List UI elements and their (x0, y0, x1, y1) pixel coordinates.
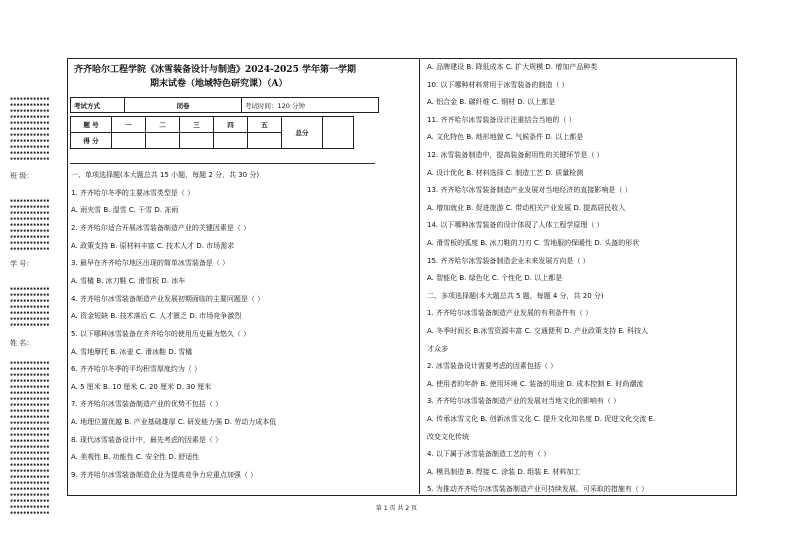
score-table (70, 116, 354, 149)
right-text-line: 10. 以下哪种材料常用于冰雪装备的制造（ ） (427, 80, 569, 89)
right-text-line: 4. 以下属于冰雪装备制造工艺的有（ ） (427, 450, 551, 459)
right-text-line: A. 传承冰雪文化 B. 创新冰雪文化 C. 提升文化知名度 D. 促进文化交流 E. (427, 415, 656, 423)
right-text-line: 二、多项选择题(本大题总共 5 题，每题 4 分，共 20 分) (427, 291, 604, 300)
score-cell[interactable] (248, 133, 282, 149)
name-label: 姓 名： (10, 339, 34, 347)
dotted-line: ▪▪▪▪▪▪▪▪▪▪▪▪ ▪▪▪▪▪▪▪▪▪▪▪▪ ▪▪▪▪▪▪▪▪▪▪▪▪ ▪▪▪▪▪▪▪▪▪▪▪▪ ▪▪▪▪▪▪▪▪▪▪▪▪ ▪▪▪▪▪▪▪▪▪▪▪▪ ▪▪▪▪▪▪▪▪▪▪▪▪ (10, 286, 50, 328)
right-text-line: 13. 齐齐哈尔冰雪装备制造产业发展对当地经济的直接影响是（ ） (427, 186, 632, 195)
exam-info-table (70, 97, 379, 113)
section-separator (70, 163, 375, 164)
right-text-line: 12. 冰雪装备制造中，提高装备耐用性的关键环节是（ ） (427, 151, 604, 159)
right-text-line: A. 增加就业 B. 促进旅游 C. 带动相关产业发展 D. 提高居民收入 (427, 203, 626, 212)
left-text-line: 1. 齐齐哈尔冬季的主要冰雪类型是（ ） (71, 188, 195, 197)
score-col-5: 五 (248, 117, 282, 133)
left-text-line: A. 地理位置优越 B. 产业基础雄厚 C. 研发能力强 D. 劳动力成本低 (71, 418, 277, 427)
column-divider (419, 58, 420, 494)
left-text-line: 9. 齐齐哈尔冰雪装备制造企业为提高竞争力应重点加强（ ） (71, 471, 258, 480)
exam-title-line2: 期末试卷（地域特色研究课）（A） (150, 79, 288, 89)
exam-title-line1: 齐齐哈尔工程学院《冰雪装备设计与制造》2024-2025 学年第一学期 (74, 65, 356, 75)
left-text-line: 5. 以下哪种冰雪装备在齐齐哈尔的使用历史最为悠久（ ） (71, 329, 251, 338)
dotted-line: ▪▪▪▪▪▪▪▪▪▪▪▪ ▪▪▪▪▪▪▪▪▪▪▪▪ ▪▪▪▪▪▪▪▪▪▪▪▪ ▪▪▪▪▪▪▪▪▪▪▪▪ ▪▪▪▪▪▪▪▪▪▪▪▪ ▪▪▪▪▪▪▪▪▪▪▪▪ ▪▪▪▪▪▪▪▪▪▪▪▪ ▪▪▪▪▪▪▪▪▪▪▪▪ ▪▪▪▪▪▪▪▪▪▪▪▪ (10, 198, 50, 252)
right-text-line: 5. 为推动齐齐哈尔冰雪装备制造产业可持续发展，可采取的措施有（ ） (427, 485, 649, 494)
student-no-label: 学 号： (10, 260, 34, 268)
class-label: 班 级： (10, 172, 34, 180)
score-cell[interactable] (180, 133, 214, 149)
left-text-line: A. 美观性 B. 功能性 C. 安全性 D. 舒适性 (71, 453, 200, 462)
score-cell[interactable] (214, 133, 248, 149)
exam-method-value: 闭卷 (125, 98, 242, 113)
right-text-line: 11. 齐齐哈尔冰雪装备设计注重结合当地的（ ） (427, 115, 576, 124)
question-no-header: 题 号 (71, 117, 112, 133)
score-cell[interactable] (112, 133, 146, 149)
left-text-line: 7. 齐齐哈尔冰雪装备制造产业的优势不包括（ ） (71, 400, 223, 409)
right-text-line: A. 铝合金 B. 碳纤维 C. 钢材 D. 以上都是 (427, 98, 556, 107)
right-text-line: 15. 齐齐哈尔冰雪装备制造企业未来发展方向是（ ） (427, 256, 590, 265)
left-text-line: A. 雪地摩托 B. 冰壶 C. 滑冰鞋 D. 雪橇 (71, 347, 193, 356)
right-text-line: A. 模具制造 B. 焊接 C. 涂装 D. 组装 E. 材料加工 (427, 467, 581, 476)
binding-margin (10, 0, 68, 549)
right-text-line: 2. 冰雪装备设计需要考虑的因素包括（ ） (427, 362, 558, 371)
left-text-line: A. 资金短缺 B. 技术落后 C. 人才匮乏 D. 市场竞争激烈 (71, 312, 242, 321)
score-col-2: 二 (146, 117, 180, 133)
right-text-line: A. 智能化 B. 绿色化 C. 个性化 D. 以上都是 (427, 274, 563, 283)
right-text-line: 改变文化传统 (427, 432, 469, 441)
left-text-line: A. 政策支持 B. 原材料丰富 C. 技术人才 D. 市场需求 (71, 241, 235, 250)
exam-time: 考试时间：120 分钟 (242, 98, 379, 113)
right-text-line: A. 设计优化 B. 材料选择 C. 制造工艺 D. 质量检测 (427, 168, 584, 177)
right-text-line: 才众多 (427, 344, 448, 353)
right-text-line: 3. 齐齐哈尔冰雪装备制造产业的发展对当地文化的影响有（ ） (427, 397, 621, 406)
total-cell[interactable] (323, 117, 354, 149)
left-text-line: 4. 齐齐哈尔冰雪装备制造产业发展初期面临的主要问题是（ ） (71, 294, 265, 303)
score-col-1: 一 (112, 117, 146, 133)
dotted-line: ▪▪▪▪▪▪▪▪▪▪▪▪ ▪▪▪▪▪▪▪▪▪▪▪▪ ▪▪▪▪▪▪▪▪▪▪▪▪ ▪▪▪▪▪▪▪▪▪▪▪▪ ▪▪▪▪▪▪▪▪▪▪▪▪ ▪▪▪▪▪▪▪▪▪▪▪▪ ▪▪▪▪▪▪▪▪▪▪▪▪ ▪▪▪▪▪▪▪▪▪▪▪▪ ▪▪▪▪▪▪▪▪▪▪▪▪ ▪▪▪▪▪▪▪▪▪▪▪▪ ▪▪▪▪▪▪▪▪▪▪▪▪ ▪▪▪▪▪▪▪▪▪▪▪▪ ▪▪▪▪▪▪▪▪▪▪▪▪ ▪▪▪▪▪▪▪▪▪▪▪▪ ▪▪▪▪▪▪▪▪▪▪▪▪ ▪▪▪▪▪▪▪▪▪▪▪▪ ▪▪▪▪▪▪▪▪▪▪▪▪ ▪▪▪▪▪▪▪▪▪▪▪▪ ▪▪▪▪▪▪▪▪▪▪▪▪ ▪▪▪▪▪▪▪▪▪▪▪▪ ▪▪▪▪▪▪▪▪▪▪▪▪ ▪▪▪▪▪▪▪▪▪▪▪▪ ▪▪▪▪▪▪▪▪▪▪▪▪ ▪▪▪▪▪▪▪▪▪▪▪▪ ▪▪▪▪▪▪▪▪▪▪▪▪ ▪▪▪▪▪▪▪▪▪▪▪▪ (10, 360, 50, 516)
score-row-label: 得 分 (71, 133, 112, 149)
left-text-line: 6. 齐齐哈尔冬季的平均积雪厚度约为（ ） (71, 365, 202, 374)
page-footer: 第 1 页 共 2 页 (375, 505, 418, 512)
left-text-line: 3. 最早在齐齐哈尔地区出现的简单冰雪装备是（ ） (71, 259, 230, 268)
right-text-line: A. 冬季时间长 B.冰雪资源丰富 C. 交通便利 D. 产业政策支持 E. 科技人 (427, 327, 649, 335)
left-text-line: 2. 齐齐哈尔适合开展冰雪装备制造产业的关键因素是（ ） (71, 223, 251, 232)
total-header: 总分 (282, 117, 323, 149)
left-text-line: A. 雨夹雪 B. 湿雪 C. 干雪 D. 冻雨 (71, 206, 179, 215)
score-col-4: 四 (214, 117, 248, 133)
left-text-line: 一、单项选择题(本大题总共 15 小题，每题 2 分，共 30 分) (71, 171, 260, 179)
right-text-line: A. 滑雪板的弧度 B. 冰刀鞋的刀刃 C. 雪地服的保暖性 D. 头盔的形状 (427, 239, 640, 247)
right-text-line: A. 品牌建设 B. 降低成本 C. 扩大规模 D. 增加产品种类 (427, 63, 598, 71)
left-text-line: 8. 现代冰雪装备设计中，最先考虑的因素是（ ） (71, 435, 223, 444)
left-text-line: A. 5 厘米 B. 10 厘米 C. 20 厘米 D. 30 厘米 (71, 382, 212, 391)
left-text-line: A. 雪橇 B. 冰刀鞋 C. 滑雪板 D. 冰车 (71, 276, 186, 285)
right-text-line: A. 使用者的年龄 B. 使用环境 C. 装备的用途 D. 成本控制 E. 时尚潮流 (427, 379, 644, 388)
score-col-3: 三 (180, 117, 214, 133)
dotted-line: ▪▪▪▪▪▪▪▪▪▪▪▪ ▪▪▪▪▪▪▪▪▪▪▪▪ ▪▪▪▪▪▪▪▪▪▪▪▪ ▪▪▪▪▪▪▪▪▪▪▪▪ ▪▪▪▪▪▪▪▪▪▪▪▪ ▪▪▪▪▪▪▪▪▪▪▪▪ ▪▪▪▪▪▪▪▪▪▪▪▪ ▪▪▪▪▪▪▪▪▪▪▪▪ ▪▪▪▪▪▪▪▪▪▪▪▪ ▪▪▪▪▪▪▪▪▪▪▪▪ ▪▪▪▪▪▪▪▪▪▪▪▪ (10, 96, 50, 162)
right-text-line: 14. 以下哪种冰雪装备的设计体现了人体工程学原理（ ） (427, 221, 604, 230)
right-text-line: A. 文化特色 B. 地形地貌 C. 气候条件 D. 以上都是 (427, 133, 584, 142)
right-text-line: 1. 齐齐哈尔冰雪装备制造产业发展的有利条件有（ ） (427, 309, 593, 318)
exam-method-label: 考试方式 (71, 98, 125, 113)
score-cell[interactable] (146, 133, 180, 149)
